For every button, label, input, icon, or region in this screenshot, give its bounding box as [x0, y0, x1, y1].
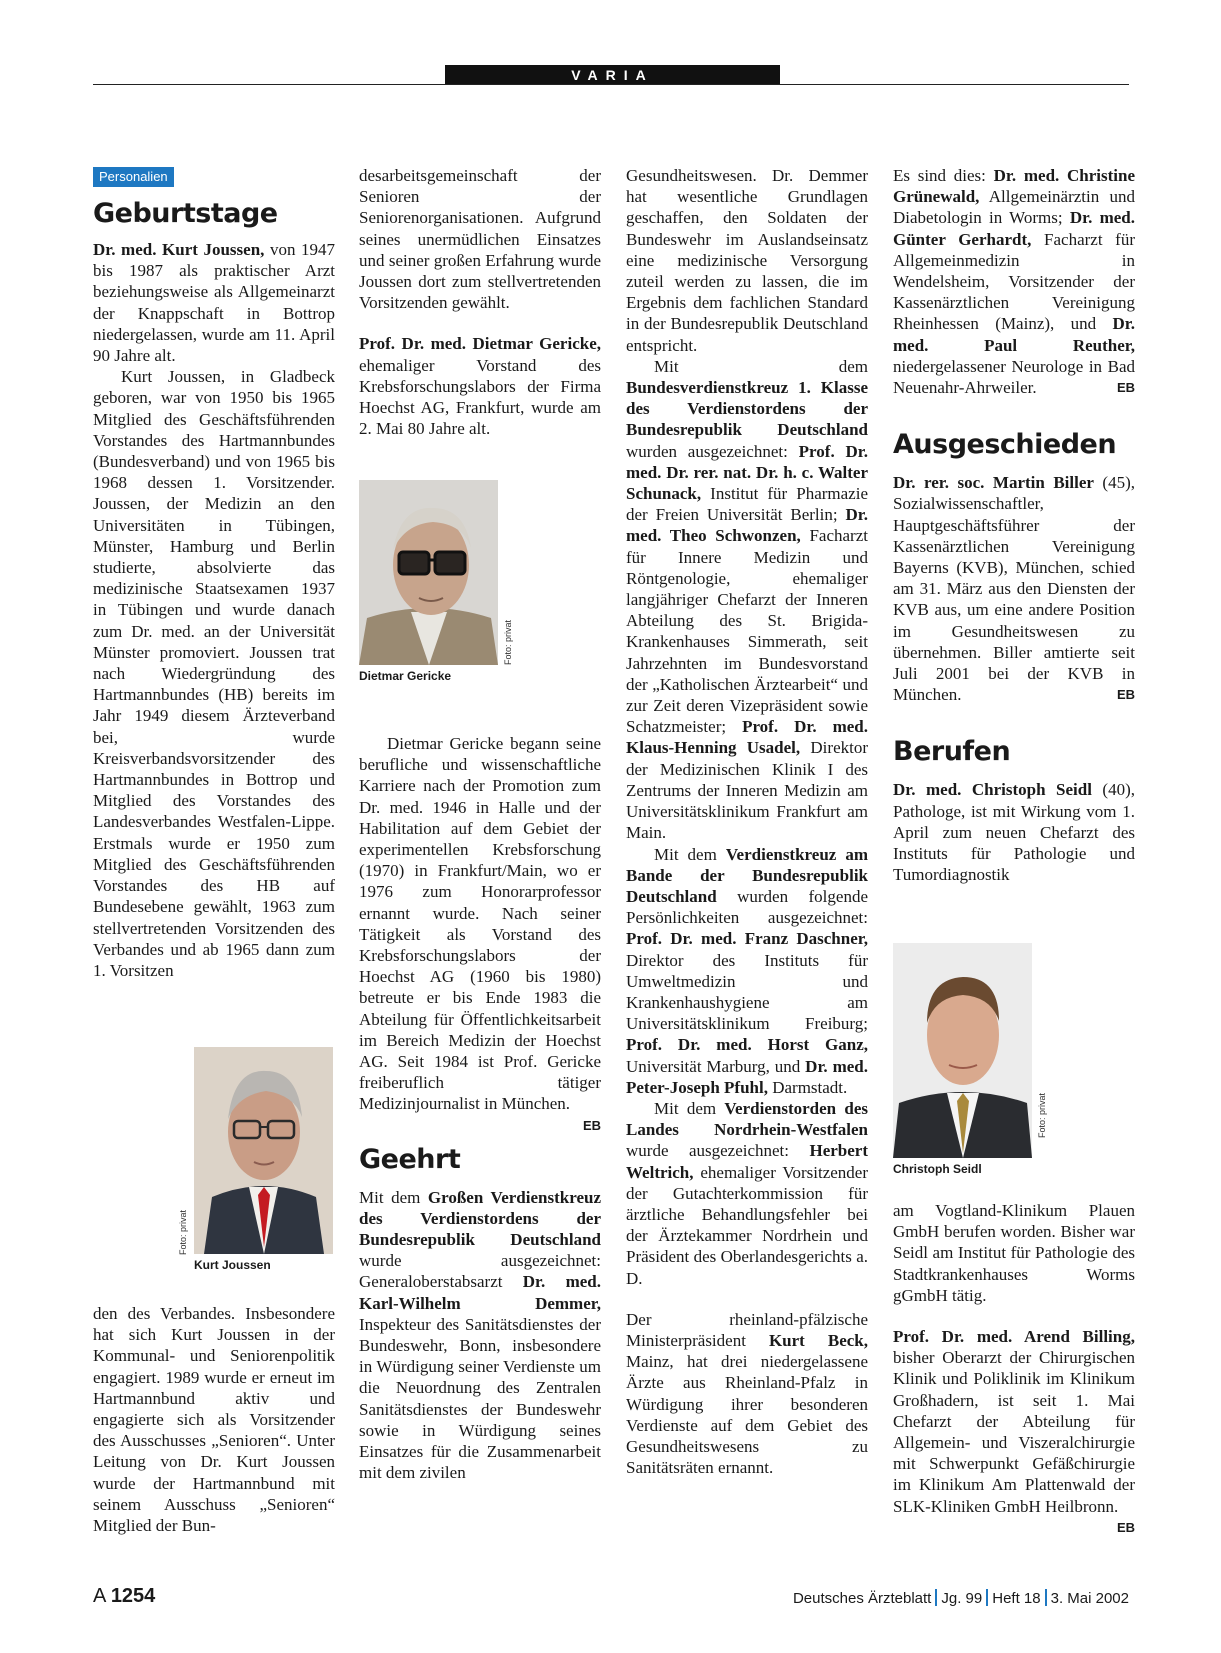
paragraph: Kurt Joussen, in Gladbeck geboren, war von 1950 bis 1965 Mitglied des Geschäftsführenden Vorstandes des Hartmannbundes (Bundesverband) und von 1965 bis 1968 dessen 1. Vorsitzender. Joussen, der Medizin an den Universitäten in Tübingen, Münster, Hamburg und Berlin studierte, absolvierte das medizinische Staatsexamen 1937 in Tübingen und wurde danach zum Dr. med. an der Universität Münster promoviert. Joussen trat nach Wiedergründung des Hartmannbundes (HB) bereits im Jahr 1949 diesem Ärzteverband bei, wurde Kreisverbandsvorsitzender des Hartmannbundes in Bottrop und Mitglied des Vorstandes des Landesverbandes Westfalen-Lippe. Erstmals wurde er 1950 zum Mitglied des Geschäftsführenden Vorstandes des HB auf Bundesebene gewählt, 1963 zum stellvertretenden Vorsitzenden des Verbandes und ab 1965 dann zum 1. Vorsitzen [93, 367, 335, 980]
separator [986, 1589, 988, 1606]
paragraph: den des Verbandes. Insbesondere hat sich Kurt Joussen in der Kommunal- und Seniorenpolitik engagiert. 1989 wurde er erneut im Hartmannbund aktiv und engagierte sich als Vorsitzender des Ausschusses „Senioren“. Unter Leitung von Dr. Kurt Joussen wurde der Hartmannbund mit seinem Ausschuss „Senioren“ Mitglied der Bun- [93, 1304, 335, 1536]
photo-kurt-joussen [194, 1047, 333, 1254]
text: ehemaliger Vorstand des Krebsforschungslabors der Firma Hoechst AG, Frankfurt, wurde am 2. Mai 80 Jahre alt. [359, 355, 601, 439]
photo-caption: Kurt Joussen [194, 1258, 271, 1272]
page-prefix: A [93, 1585, 106, 1607]
page-number [93, 1585, 155, 1608]
paragraph [359, 333, 601, 439]
column-4-continued [893, 1200, 1135, 1538]
column-1-continued [93, 1303, 335, 1555]
photo-caption: Dietmar Gericke [359, 669, 452, 683]
heading-ausgeschieden: Ausgeschieden [893, 429, 1117, 461]
heading-geehrt: Geehrt [359, 1143, 461, 1175]
paragraph: Dr. rer. soc. Martin Biller (45), Sozialwissenschaftler, Hauptgeschäftsführer der Kassenärztlichen Vereinigung Bayerns (KVB), München, schied am 31. März aus den Diensten der KVB aus, um eine andere Position im Gesundheitswesen zu übernehmen. Biller amtierte seit Juli 2001 bei der KVB in München. EB [893, 473, 1135, 705]
figure-christoph-seidl [893, 943, 1047, 1176]
footer-citation [793, 1589, 1129, 1607]
text: Dietmar Gericke begann seine berufliche und wissenschaftliche Karriere nach der Promotion zum Dr. med. 1946 in Halle und der Habilitation auf dem Gebiet der experimentellen Krebsforschung (1970) in Frankfurt/Main, wo er 1976 zum Honorarprofessor ernannt wurde. Nach seiner Tätigkeit als Vorstand des Krebsforschungslabors der Hoechst AG (1960 bis 1980) betreute er bis Ende 1983 die Abteilung für Öffentlichkeitsarbeit im Bereich Medizin der Hoechst AG. Seit 1984 ist Prof. Gericke freiberuflich tätiger Medizinjournalist in München. [359, 734, 601, 1114]
photo-credit: Foto: privat [178, 1209, 188, 1255]
issue: Heft 18 [992, 1590, 1041, 1607]
paragraph: Gesundheitswesen. Dr. Demmer hat wesentliche Grundlagen geschaffen, den Soldaten der Bundeswehr im Auslandseinsatz eine medizinische Versorgung zuteil werden zu lassen, die im Ergebnis dem fachlichen Standard in der Bundesrepublik Deutschland entspricht. [626, 166, 868, 355]
heading-geburtstage: Geburtstage [93, 198, 278, 229]
author-tag: EB [1116, 1519, 1135, 1535]
volume: Jg. 99 [941, 1590, 983, 1607]
heading-berufen: Berufen [893, 736, 1011, 768]
paragraph: Prof. Dr. med. Arend Billing, bisher Oberarzt der Chirurgischen Klinik und Poliklinik im Klinikum Großhadern, ist seit 1. Mai Chefarzt der Abteilung für Allgemein- und Viszeralchirurgie mit Schwerpunkt Gefäßchirurgie im Klinikum Am Plattenwald der SLK-Kliniken GmbH Heilbronn. EB [893, 1326, 1135, 1517]
photo-credit: Foto: privat [1037, 1092, 1047, 1138]
column-4 [893, 165, 1135, 885]
section-label: VARIA [445, 65, 780, 85]
column-2 [359, 165, 601, 439]
page-number-value: 1254 [110, 1585, 156, 1607]
photo-dietmar-gericke [359, 480, 498, 665]
paragraph: Mit dem Bundesverdienstkreuz 1. Klasse des Verdienstordens der Bundesrepublik Deutschland wurden ausgezeichnet: Prof. Dr. med. Dr. rer. nat. Dr. h. c. Walter Schunack, Institut für Pharmazie der Freien Universität Berlin; Dr. med. Theo Schwonzen, Facharzt für Innere Medizin und Röntgenologie, ehemaliger langjähriger Chefarzt der Inneren Abteilung des St. Brigida-Krankenhauses Simmerath, seit Jahrzehnten im Bundesvorstand der „Katholischen Ärztearbeit“ und zur Zeit deren Vizepräsident sowie Schatzmeister; Prof. Dr. med. Klaus-Henning Usadel, Direktor der Medizinischen Klinik I des Zentrums der Inneren Medizin am Universitätsklinikum Frankfurt am Main. [626, 356, 869, 843]
text: von 1947 bis 1987 als praktischer Arzt beziehungsweise als Allgemeinarzt der Knappschaft in Bottrop niedergelassen, wurde am 11. April 90 Jahre alt. [93, 240, 336, 366]
column-2-continued [359, 733, 601, 1484]
separator [935, 1589, 937, 1606]
photo-credit: Foto: privat [503, 619, 513, 665]
person-name: Dr. med. Kurt Joussen, [93, 240, 265, 259]
paragraph: Mit dem Verdienstorden des Landes Nordrhein-Westfalen wurde ausgezeichnet: Herbert Weltrich, ehemaliger Vorsitzender der Gutachterkommission für ärztliche Behandlungsfehler bei der Ärztekammer Nordrhein und Präsident des Oberlandesgerichts a. D. [626, 1098, 868, 1288]
person-name: Prof. Dr. med. Dietmar Gericke, [359, 334, 601, 354]
category-tag: Personalien [93, 167, 174, 187]
photo-christoph-seidl [893, 943, 1032, 1158]
column-3 [626, 165, 868, 1478]
photo-caption: Christoph Seidl [893, 1162, 982, 1176]
paragraph: Es sind dies: Dr. med. Christine Grünewald, Allgemeinärztin und Diabetologin in Worms; Dr. med. Günter Gerhardt, Facharzt für Allgemeinmedizin in Wendelsheim, Vorsitzender der Kassenärztlichen Vereinigung Rheinhessen (Mainz), und Dr. med. Paul Reuther, niedergelassener Neurologe in Bad Neuenahr-Ahrweiler. EB [893, 166, 1135, 398]
figure-kurt-joussen [178, 1047, 333, 1272]
header-rule [93, 84, 1129, 85]
journal-name: Deutsches Ärzteblatt [792, 1590, 932, 1607]
paragraph [359, 733, 601, 1133]
separator [1045, 1589, 1047, 1606]
paragraph: Der rheinland-pfälzische Ministerpräsident Kurt Beck, Mainz, hat drei niedergelassene Ärzte aus Rheinland-Pfalz in Würdigung ihrer besonderen Verdienste auf dem Gebiet des Gesundheitswesens zu Sanitätsräten ernannt. [626, 1309, 868, 1478]
author-tag: EB [1116, 380, 1135, 396]
paragraph: am Vogtland-Klinikum Plauen GmbH berufen worden. Bisher war Seidl am Institut für Pathologie des Stadtkrankenhauses Worms gGmbH tätig. [893, 1201, 1135, 1305]
figure-dietmar-gericke [359, 480, 513, 683]
paragraph [93, 239, 335, 366]
paragraph: desarbeitsgemeinschaft der Senioren der Seniorenorganisationen. Aufgrund seines unermüdlichen Einsatzes und seiner großen Erfahrung wurde Joussen dort zum stellvertretenden Vorsitzenden gewählt. [359, 166, 601, 313]
issue-date: 3. Mai 2002 [1050, 1590, 1129, 1607]
paragraph: Dr. med. Christoph Seidl (40), Pathologe, ist mit Wirkung vom 1. April zum neuen Chefarzt des Instituts für Pathologie und Tumordiagnostik [893, 780, 1136, 885]
author-tag: EB [1116, 687, 1135, 703]
paragraph: Mit dem Verdienstkreuz am Bande der Bundesrepublik Deutschland wurden folgende Persönlichkeiten ausgezeichnet: Prof. Dr. med. Franz Daschner, Direktor des Instituts für Umweltmedizin und Krankenhaushygiene am Universitätsklinikum Freiburg; Prof. Dr. med. Horst Ganz, Universität Marburg, und Dr. med. Peter-Joseph Pfuhl, Darmstadt. [626, 844, 868, 1097]
author-tag: EB [582, 1117, 601, 1133]
paragraph: Mit dem Großen Verdienstkreuz des Verdienstordens der Bundesrepublik Deutschland wurde ausgezeichnet: Generaloberstabsarzt Dr. med. Karl-Wilhelm Demmer, Inspekteur des Sanitätsdienstes der Bundeswehr, Bonn, insbesondere in Würdigung seiner Verdienste um die Neuordnung des Zentralen Sanitätsdienstes der Bundeswehr sowie in Würdigung seines Einsatzes für die Zusammenarbeit mit dem zivilen [359, 1187, 601, 1483]
